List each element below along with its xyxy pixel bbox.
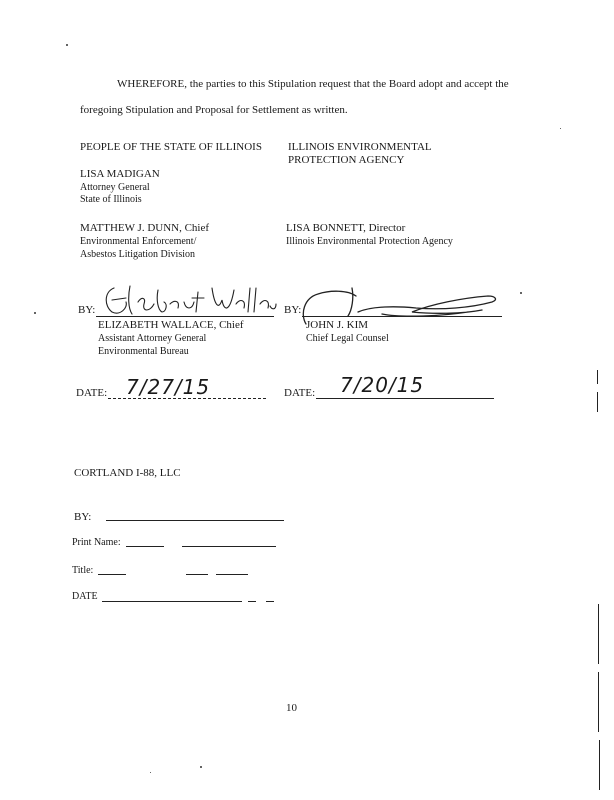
right-party-header-1: ILLINOIS ENVIRONMENTAL xyxy=(288,141,432,153)
scan-speck xyxy=(560,128,561,129)
intro-line-2: foregoing Stipulation and Proposal for Settlement as written. xyxy=(80,104,348,116)
right-signer-title: Chief Legal Counsel xyxy=(306,333,389,344)
scan-speck xyxy=(150,772,151,773)
right-signer-name: JOHN J. KIM xyxy=(306,319,369,331)
print-name-line-1[interactable] xyxy=(126,546,164,547)
left-party-header: PEOPLE OF THE STATE OF ILLINOIS xyxy=(80,141,262,153)
left-date-handwritten: 7/27/15 xyxy=(126,375,211,399)
right-party-header-2: PROTECTION AGENCY xyxy=(288,154,405,166)
left-role-2a: Environmental Enforcement/ xyxy=(80,236,197,247)
respondent-print-name-label: Print Name: xyxy=(72,537,121,548)
page-number: 10 xyxy=(286,702,297,714)
left-role-1a: Attorney General xyxy=(80,182,150,193)
left-signer-name: ELIZABETH WALLACE, Chief xyxy=(98,319,244,331)
scan-speck xyxy=(200,766,202,768)
respondent-name: CORTLAND I-88, LLC xyxy=(74,467,181,479)
left-name-1: LISA MADIGAN xyxy=(80,168,160,180)
scan-edge-mark-3 xyxy=(598,604,599,664)
intro-line-1: WHEREFORE, the parties to this Stipulation request that the Board adopt and accept the xyxy=(117,78,509,90)
scan-edge-mark-5 xyxy=(599,740,600,790)
scan-speck xyxy=(520,292,522,294)
right-by-label: BY: xyxy=(284,304,302,316)
left-signer-title-2: Environmental Bureau xyxy=(98,346,189,357)
title-line-3[interactable] xyxy=(216,574,248,575)
scan-speck xyxy=(34,312,36,314)
left-handwritten-signature xyxy=(100,282,278,322)
right-date-line xyxy=(316,398,494,399)
respondent-date-line[interactable] xyxy=(102,601,242,602)
title-line-1[interactable] xyxy=(98,574,126,575)
right-date-handwritten: 7/20/15 xyxy=(340,373,425,397)
respondent-by-line[interactable] xyxy=(106,520,284,521)
title-line-2[interactable] xyxy=(186,574,208,575)
scan-edge-mark-2 xyxy=(597,392,598,412)
left-by-label: BY: xyxy=(78,304,96,316)
scan-edge-mark-1 xyxy=(597,370,598,384)
scan-edge-mark-4 xyxy=(598,672,599,732)
left-signer-title-1: Assistant Attorney General xyxy=(98,333,207,344)
respondent-title-label: Title: xyxy=(72,565,94,576)
right-date-label: DATE: xyxy=(284,387,316,399)
scan-speck xyxy=(66,44,68,46)
respondent-date-line-tail-1 xyxy=(248,601,256,602)
respondent-date-line-tail-2 xyxy=(266,601,274,602)
right-name: LISA BONNETT, Director xyxy=(286,222,406,234)
left-role-1b: State of Illinois xyxy=(80,194,142,205)
left-name-2: MATTHEW J. DUNN, Chief xyxy=(80,222,210,234)
left-role-2b: Asbestos Litigation Division xyxy=(80,249,195,260)
right-role: Illinois Environmental Protection Agency xyxy=(286,236,453,247)
respondent-date-label: DATE xyxy=(72,591,98,602)
respondent-by-label: BY: xyxy=(74,511,92,523)
print-name-line-2[interactable] xyxy=(182,546,276,547)
left-date-label: DATE: xyxy=(76,387,108,399)
